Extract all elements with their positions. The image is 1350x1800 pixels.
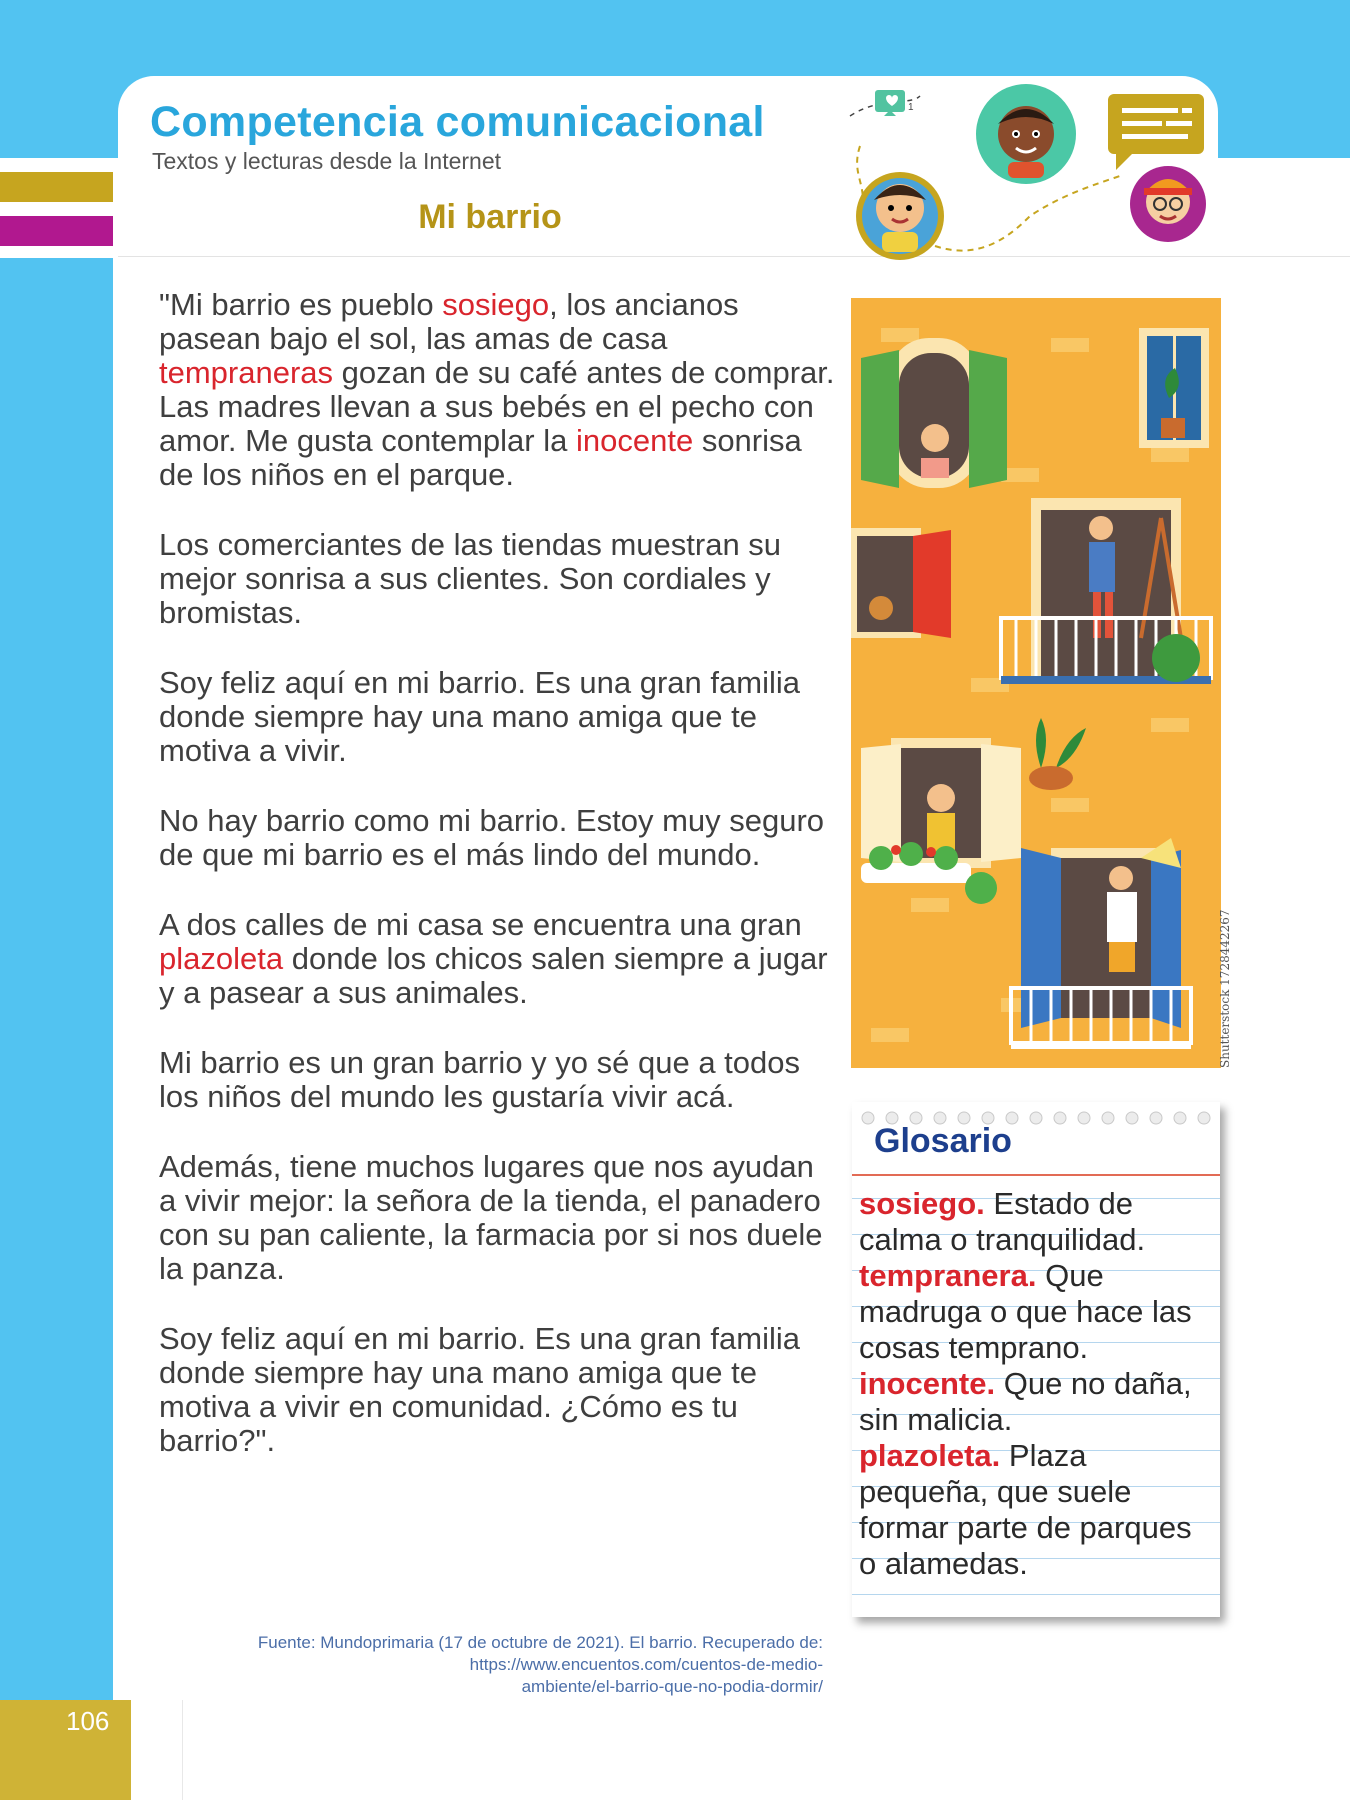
section-title: Competencia comunicacional	[150, 98, 765, 146]
gold-stripe	[0, 172, 113, 202]
glossary-divider	[852, 1174, 1220, 1176]
story-paragraph: "Mi barrio es pueblo sosiego, los ancianos pasean bajo el sol, las amas de casa tempraneras gozan de su café antes de comprar. Las madres llevan a sus bebés en el pecho con amor. Me gusta contemplar la inocente sonrisa de los niños en el parque.	[159, 287, 835, 492]
source-link[interactable]: https://www.encuentos.com/cuentos-de-medio-	[469, 1655, 823, 1674]
glossary-entry	[859, 1438, 1217, 1582]
glossary-term: inocente.	[859, 1366, 996, 1401]
highlight-word: plazoleta	[159, 941, 284, 976]
glossary-entry	[859, 1366, 1217, 1438]
balcony-painter	[1001, 498, 1211, 684]
section-subtitle: Textos y lecturas desde la Internet	[152, 148, 502, 174]
highlight-word: inocente	[575, 423, 694, 458]
balcony-musician	[1011, 838, 1191, 1049]
glossary-entry	[859, 1186, 1217, 1258]
page-number: 106	[66, 1706, 110, 1736]
story-text	[159, 288, 839, 1494]
story-paragraph: Soy feliz aquí en mi barrio. Es una gran familia donde siempre hay una mano amiga que te motiva a vivir.	[159, 665, 800, 768]
source-citation: Fuente: Mundoprimaria (17 de octubre de 2021). El barrio. Recuperado de: https://www.encuentos.com/cuentos-de-medio- ambiente/el-barrio-que-no-podia-dormir/	[150, 1632, 823, 1698]
glossary-title: Glosario	[874, 1122, 1012, 1160]
window-plant	[1139, 328, 1209, 448]
glossary-term: plazoleta.	[859, 1438, 1001, 1473]
kids-chat-illustration	[840, 76, 1210, 266]
image-credit: Shutterstock 1728442267	[1218, 909, 1232, 1068]
story-paragraph: A dos calles de mi casa se encuentra una gran plazoleta donde los chicos salen siempre a jugar y a pasear a sus animales.	[159, 907, 828, 1010]
girl-avatar-icon	[1130, 166, 1206, 242]
glossary-entry	[859, 1258, 1217, 1366]
boy-small-avatar-icon	[856, 172, 944, 260]
source-link[interactable]: ambiente/el-barrio-que-no-podia-dormir/	[521, 1677, 823, 1696]
glossary-definition: Que madruga o que hace las cosas temprano.	[859, 1258, 1192, 1365]
glossary-entries	[859, 1186, 1217, 1582]
heart-like-icon	[875, 90, 914, 116]
magenta-stripe	[0, 216, 113, 246]
neighborhood-building-illustration	[851, 298, 1221, 1068]
window-cat	[851, 528, 951, 638]
glossary-definition: Plaza pequeña, que suele formar parte de parques o alamedas.	[859, 1438, 1192, 1581]
boy-avatar-icon	[976, 84, 1076, 184]
footer-divider	[182, 1700, 183, 1800]
chat-bubble-icon	[1108, 94, 1204, 170]
story-paragraph: Soy feliz aquí en mi barrio. Es una gran familia donde siempre hay una mano amiga que te motiva a vivir en comunidad. ¿Cómo es tu barrio?".	[159, 1321, 800, 1458]
glossary-term: tempranera.	[859, 1258, 1037, 1293]
like-count: 1	[908, 102, 914, 113]
window-woman	[861, 338, 1007, 488]
story-paragraph: Los comerciantes de las tiendas muestran su mejor sonrisa a sus clientes. Son cordiales y bromistas.	[159, 527, 782, 630]
highlight-word: tempraneras	[159, 355, 334, 390]
story-paragraph: Mi barrio es un gran barrio y yo sé que a todos los niños del mundo les gustaría vivir acá.	[159, 1045, 801, 1114]
story-paragraph: Además, tiene muchos lugares que nos ayudan a vivir mejor: la señora de la tienda, el panadero con su pan caliente, la farmacia por si nos duele la panza.	[159, 1149, 823, 1286]
glossary-box	[852, 1102, 1220, 1617]
story-paragraph: No hay barrio como mi barrio. Estoy muy seguro de que mi barrio es el más lindo del mundo.	[159, 803, 825, 872]
glossary-definition: Que no daña, sin malicia.	[859, 1366, 1192, 1437]
highlight-word: sosiego	[442, 287, 550, 322]
left-margin-strip	[0, 258, 113, 1700]
reading-title: Mi barrio	[418, 198, 562, 236]
glossary-definition: Estado de calma o tranquilidad.	[859, 1186, 1146, 1257]
glossary-term: sosiego.	[859, 1186, 985, 1221]
